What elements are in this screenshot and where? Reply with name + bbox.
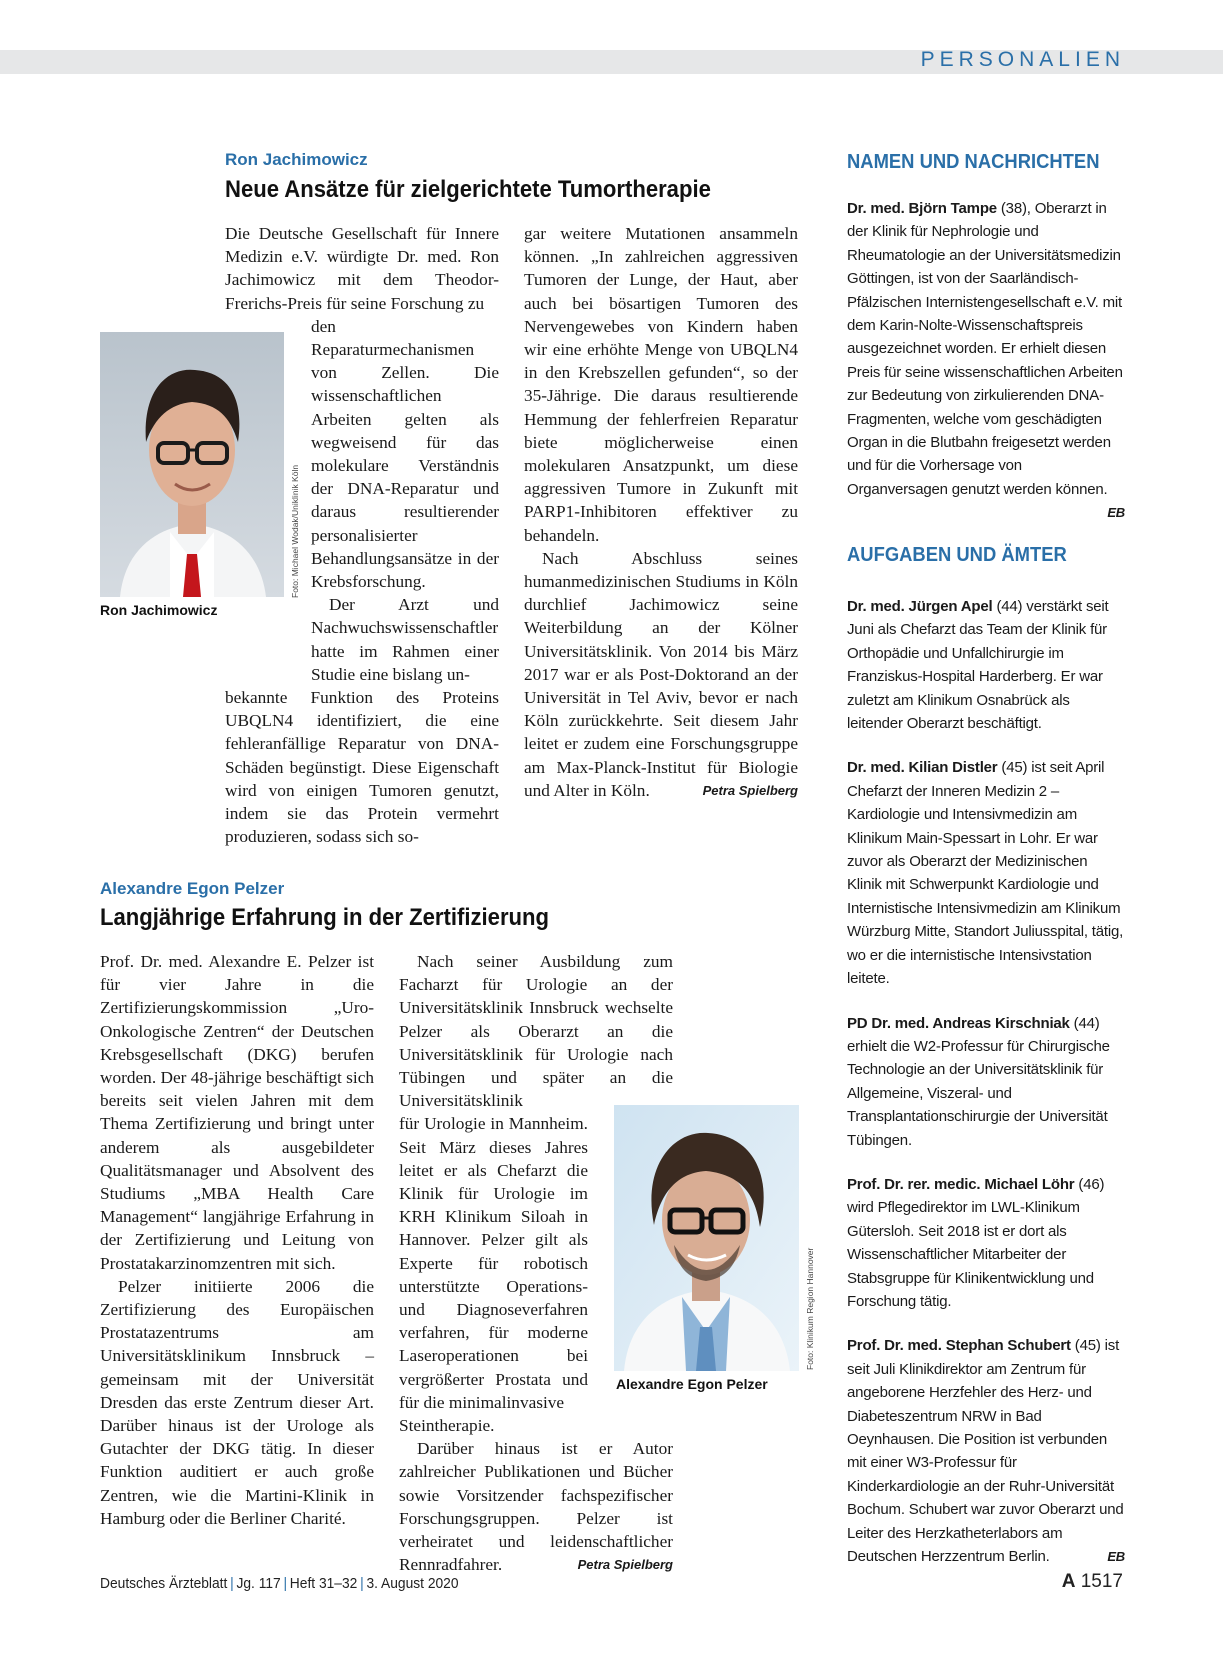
article2-paragraph	[399, 1437, 673, 1576]
sidebar-entry	[847, 1173, 1125, 1313]
footer-page-prefix: A	[1061, 1571, 1076, 1592]
article1-photo-caption: Ron Jachimowicz	[100, 602, 218, 618]
sidebar-entry-text: (44) erhielt die W2-Professur für Chirurgische Technologie an der Universitätsklinik für Allgemeine, Viszeral- und Transplantationschirurgie der Universität Tübingen.	[847, 1014, 1110, 1149]
article2-paragraph: Nach seiner Ausbildung zum Facharzt für Urologie an der Universitätsklinik Innsbruck wechselte Pelzer als Oberarzt an die Universitätsklinik für Urologie nach Tübingen und später an die Universitätsklinik	[399, 952, 673, 1111]
article1-paragraph-wrapped: Der Arzt und Nachwuchswissenschaftler hatte im Rahmen einer Studie eine bislang un-	[311, 595, 499, 684]
sidebar-entry-name: Dr. med. Kilian Distler	[847, 759, 998, 777]
article2-paragraph-text: Darüber hinaus ist er Autor zahlreicher Publikationen und Bücher sowie Vorsitzender fachspezifischer Forschungsgruppen. Pelzer ist verheiratet und leidenschaftlicher Rennradfahrer.	[399, 1439, 673, 1575]
sidebar-entry-name: Prof. Dr. med. Stephan Schubert	[847, 1337, 1071, 1355]
footer-date: 3. August 2020	[366, 1575, 459, 1592]
article2-byline: Petra Spielberg	[577, 1557, 673, 1573]
article2-photo-credit: Foto: Klinikum Region Hannover	[805, 1247, 815, 1370]
article1-paragraph: Die Deutsche Gesellschaft für Innere Medizin e.V. würdigte Dr. med. Ron Jachimowicz mit dem Theodor-Frerichs-Preis für seine Forschung zu	[225, 224, 499, 313]
sidebar-entry-text: (45) ist seit April Chefarzt der Inneren Medizin 2 – Kardiologie und Intensivmedizin am Klinikum Main-Spessart in Lohr. Er war zuvor als Oberarzt der Medizinischen Klinik mit Schwerpunkt Kardiologie und Internistische Intensivmedizin am Klinikum Würzburg Mitte, Standort Juliusspital, tätig, wo er die internistische Intensivstation leitete.	[847, 759, 1124, 988]
article1-column-2	[524, 222, 798, 802]
sidebar-section-names-news	[847, 197, 1125, 525]
sidebar-entry	[847, 1012, 1125, 1152]
sidebar-entry-text: (38), Oberarzt in der Klinik für Nephrologie und Rheumatologie an der Universitätsmedizin Göttingen, ist von der Saarländisch-Pfälzischen Internistengesellschaft e.V. mit dem Karin-Nolte-Wissenschaftspreis ausgezeichnet worden. Er erhielt diesen Preis für seine wissenschaftlichen Arbeiten zur Bedeutung von zirkulierenden DNA-Fragmenten, welche vom geschädigten Organ in die Blutbahn freigesetzt werden und für die Vorhersage von Organversagen genutzt werden können.	[847, 200, 1123, 498]
footer-page-number	[1062, 1571, 1123, 1593]
article2-column-1	[100, 950, 374, 1530]
footer-issue: Heft 31–32	[289, 1575, 358, 1592]
sidebar-entry-name: Dr. med. Jürgen Apel	[847, 598, 993, 615]
sidebar-entry	[847, 756, 1125, 990]
section-label: PERSONALIEN	[920, 48, 1125, 71]
article1-paragraph-text: Nach Abschluss seines humanmedizinischen Studiums in Köln durchlief Jachimowicz seine Weiterbildung an der Kölner Universitätsklinik. Von 2014 bis März 2017 war er als Post-Doktorand an der Universität in Tel Aviv, bevor er nach Köln zurückkehrte. Seit diesem Jahr leitet er zudem eine Forschungsgruppe am Max-Planck-Institut für Biologie und Alter in Köln.	[524, 548, 798, 800]
article2-kicker: Alexandre Egon Pelzer	[100, 879, 285, 898]
sidebar-signature: EB	[1107, 505, 1125, 521]
article2-headline: Langjährige Erfahrung in der Zertifizierung	[100, 904, 550, 931]
article2-paragraph: Steintherapie.	[399, 1416, 495, 1436]
sidebar-entry-text: (46) wird Pflegedirektor im LWL-Klinikum Gütersloh. Seit 2018 ist er dort als Wissenschaftlicher Mitarbeiter der Stabsgruppe für Klinikentwicklung und Forschung tätig.	[847, 1175, 1105, 1310]
sidebar-section-title-names-news: NAMEN UND NACHRICHTEN	[847, 151, 1100, 173]
article1-byline: Petra Spielberg	[702, 782, 798, 798]
article1-paragraph	[524, 547, 798, 802]
article1-paragraph: gar weitere Mutationen ansammeln können. „In zahlreichen aggressiven Tumoren der Lunge, der Haut, aber auch bei bösartigen Tumoren des Nervengewebes von Kindern haben wir eine erhöhte Menge von UBQLN4 in den Krebszellen gefunden“, so der 35-Jährige. Die daraus resultierende Hemmung der fehlerfreien Reparatur biete möglicherweise einen molekularen Ansatzpunkt, um diese aggressiven Tumore in Zukunft mit PARP1-Inhibitoren effektiver zu behandeln.	[524, 224, 798, 545]
article2-paragraph: Pelzer initiierte 2006 die Zertifizierung des Europäischen Prostatazentrums am Universitätsklinikum Innsbruck – gemeinsam mit der Universität Dresden das erste Zentrum dieser Art. Darüber hinaus ist der Urologe als Gutachter der DKG tätig. In dieser Funktion auditiert er auch große Zentren, wie die Martini-Klinik in Hamburg oder die Berliner Charité.	[100, 1276, 374, 1528]
sidebar-entry-text: (44) verstärkt seit Juni als Chefarzt das Team der Klinik für Orthopädie und Unfallchirurgie im Franziskus-Hospital Harderberg. Er war zuletzt am Klinikum Osnabrück als leitender Oberarzt beschäftigt.	[847, 598, 1109, 733]
sidebar-entry-text: (45) ist seit Juli Klinikdirektor am Zentrum für angeborene Herzfehler des Herz- und Diabeteszentrum NRW in Bad Oeynhausen. Die Position ist verbunden mit einer W3-Professur für Kinderkardiologie an der Ruhr-Universität Bochum. Schubert war zuvor Oberarzt und Leiter des Herzkatheterlabors am Deutschen Herzzentrum Berlin.	[847, 1337, 1124, 1566]
article1-paragraph-wrapped: den Reparaturmechanismen von Zellen. Die wissenschaftlichen Arbeiten gelten als wegweisend für das molekulare Verständnis der DNA-Reparatur und daraus resultierender personalisierter Behandlungsansätze in der Krebsforschung.	[311, 316, 499, 592]
sidebar-entry-name: Dr. med. Björn Tampe	[847, 200, 997, 217]
article2-paragraph-wrapped: für Urologie in Mannheim. Seit März dieses Jahres leitet er als Chefarzt die Klinik für Urologie im KRH Klinikum Siloah in Hannover. Pelzer gilt als Experte für robotisch unterstützte Operations- und Diagnoseverfahren verfahren, für moderne Laseroperationen bei vergrößerter Prostata und für die minimalinvasive	[399, 1114, 588, 1412]
sidebar-signature: EB	[1107, 1549, 1125, 1565]
sidebar-entry	[847, 595, 1125, 735]
article1-headline: Neue Ansätze für zielgerichtete Tumortherapie	[225, 176, 711, 203]
footer-separator: |	[230, 1575, 234, 1592]
article2-paragraph: Prof. Dr. med. Alexandre E. Pelzer ist für vier Jahre in die Zertifizierungskommission „Uro-Onkologische Zentren“ der Deutschen Krebsgesellschaft (DKG) berufen worden. Der 48-jährige beschäftigt sich bereits seit vielen Jahren mit dem Thema Zertifizierung und bringt unter anderem als ausgebildeter Qualitätsmanager und Absolvent des Studiums „MBA Health Care Management“ langjährige Erfahrung in der Zertifizierung und Leitung von Prostatakarzinomzentren mit sich.	[100, 952, 375, 1273]
sidebar-entry	[847, 197, 1125, 521]
footer-journal: Deutsches Ärzteblatt	[100, 1575, 228, 1592]
article2-column-2	[399, 950, 673, 1576]
footer-volume: Jg. 117	[236, 1575, 281, 1592]
sidebar-entry-name: PD Dr. med. Andreas Kirschniak	[847, 1014, 1070, 1032]
article1-photo-credit: Foto: Michael Wodak/Uniklinik Köln	[290, 464, 300, 598]
footer-citation	[100, 1575, 459, 1592]
footer-separator: |	[360, 1575, 364, 1592]
sidebar-entry	[847, 1334, 1125, 1568]
sidebar-entry-name: Prof. Dr. rer. medic. Michael Löhr	[847, 1175, 1075, 1193]
article1-paragraph: bekannte Funktion des Proteins UBQLN4 identifiziert, die eine fehleranfällige Reparatur von DNA-Schäden begünstigt. Diese Eigenschaft wird von einigen Tumoren genutzt, indem sie das Protein vermehrt produzieren, sodass sich so-	[225, 688, 499, 847]
sidebar-section-title-appointments: AUFGABEN UND ÄMTER	[847, 544, 1067, 566]
footer-separator: |	[283, 1575, 288, 1592]
sidebar-section-appointments	[847, 595, 1125, 1589]
article1-column-1	[225, 222, 499, 848]
article2-photo-caption: Alexandre Egon Pelzer	[616, 1376, 768, 1392]
article1-kicker: Ron Jachimowicz	[225, 150, 368, 169]
footer-page-value: 1517	[1080, 1571, 1123, 1592]
